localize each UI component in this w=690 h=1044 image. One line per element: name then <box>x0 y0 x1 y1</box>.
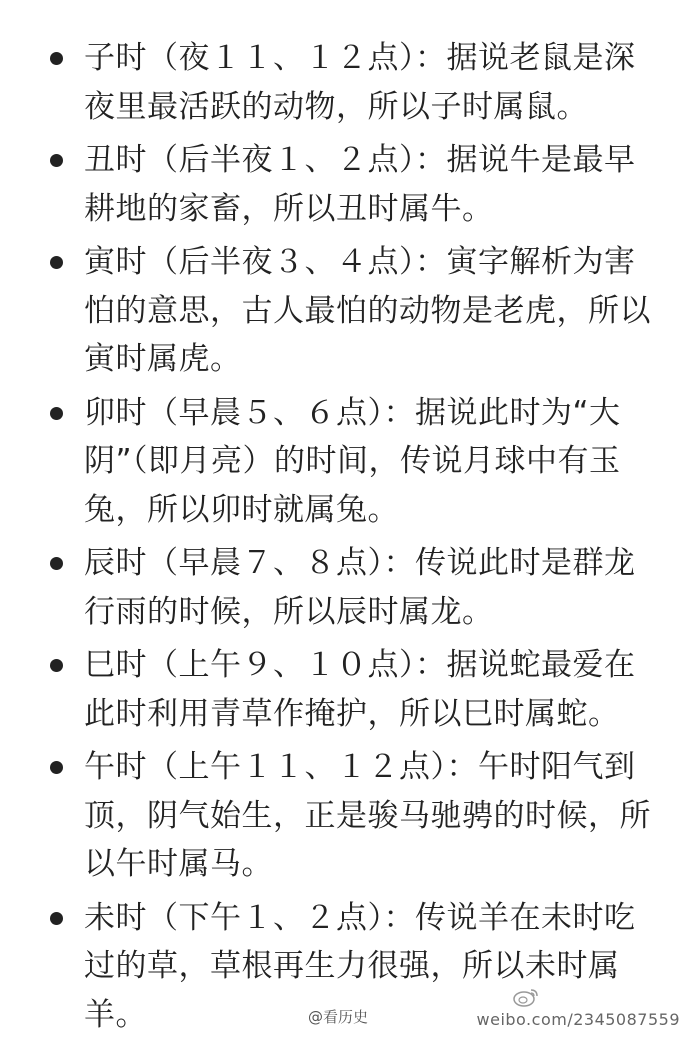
list-item <box>0 641 690 738</box>
list-item-text: 午时（上午１１、１２点）：午时阳气到顶，阴气始生，正是骏马驰骋的时候，所以午时属马。 <box>84 749 651 882</box>
list-item-text: 卯时（早晨５、６点）：据说此时为“大阴”（即月亮）的时间，传说月球中有玉兔，所以卯时就属兔。 <box>84 394 621 528</box>
list-item-text: 寅时（后半夜３、４点）：寅字解析为害怕的意思，古人最怕的动物是老虎，所以寅时属虎。 <box>84 244 651 377</box>
watermark-footer <box>0 1001 690 1029</box>
bullet-icon <box>50 407 63 420</box>
list-item-text: 子时（夜１１、１２点）：据说老鼠是深夜里最活跃的动物，所以子时属鼠。 <box>84 40 636 125</box>
weibo-logo-icon <box>512 987 540 1007</box>
zodiac-hour-list <box>0 34 690 1044</box>
bullet-icon <box>50 154 63 167</box>
bullet-icon <box>50 912 63 925</box>
bullet-icon <box>50 256 63 269</box>
bullet-icon <box>50 659 63 672</box>
list-item-text: 未时（下午１、２点）：传说羊在未时吃过的草，草根再生力很强，所以未时属羊。 <box>84 899 636 1033</box>
list-item <box>0 389 690 535</box>
list-item <box>0 238 690 384</box>
list-item-text: 巳时（上午９、１０点）：据说蛇最爱在此时利用青草作掩护，所以巳时属蛇。 <box>84 647 636 732</box>
list-item-text: 丑时（后半夜１、２点）：据说牛是最早耕地的家畜，所以丑时属牛。 <box>84 142 636 227</box>
source-credit: @看历史 <box>308 1008 369 1026</box>
watermark-url[interactable]: weibo.com/2345087559 <box>476 1010 680 1029</box>
list-item <box>0 743 690 889</box>
bullet-icon <box>50 557 63 570</box>
list-item <box>0 539 690 636</box>
list-item <box>0 136 690 233</box>
bullet-icon <box>50 52 63 65</box>
bullet-icon <box>50 761 63 774</box>
list-item <box>0 34 690 131</box>
list-item-text: 辰时（早晨７、８点）：传说此时是群龙行雨的时候，所以辰时属龙。 <box>84 545 636 630</box>
